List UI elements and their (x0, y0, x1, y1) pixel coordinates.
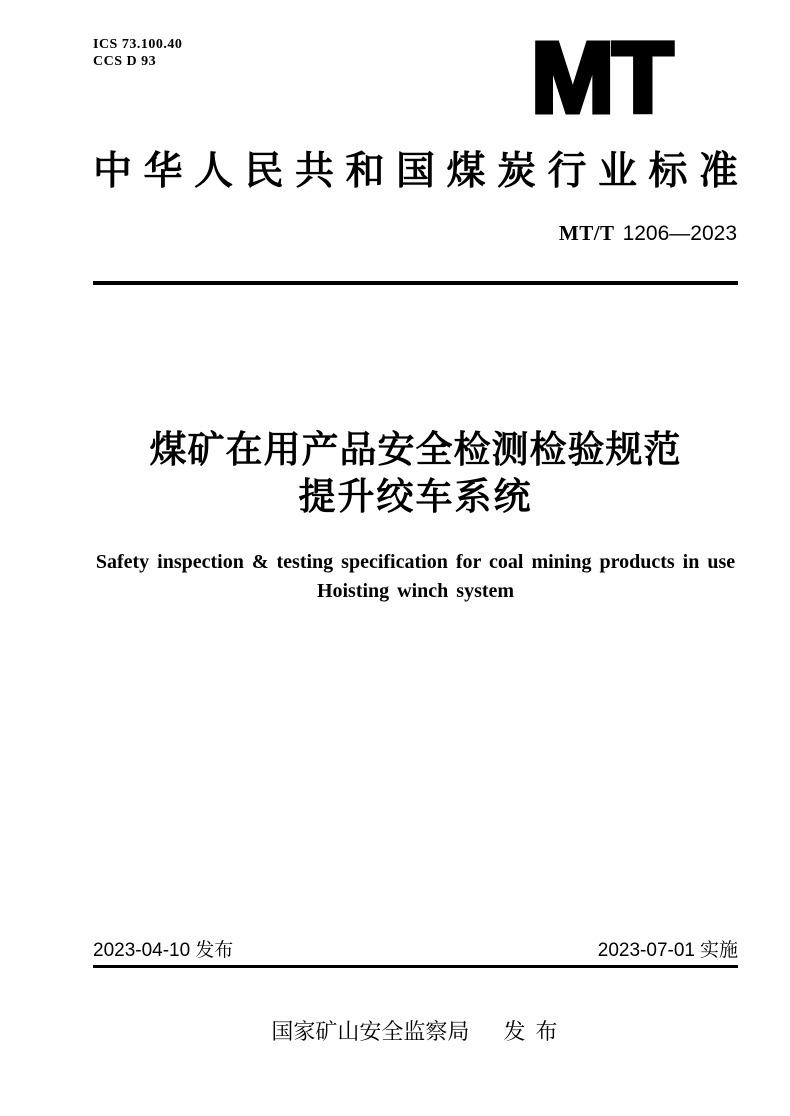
publisher-row (93, 1018, 738, 1045)
document-title-english-line1: Safety inspection & testing specification for coal mining products in use (95, 551, 736, 573)
implement-date-group (598, 939, 738, 963)
dates-row (93, 939, 738, 963)
ics-code: ICS 73.100.40 (93, 37, 183, 52)
publisher-name: 国家矿山安全监察局 (271, 1019, 470, 1044)
mt-standard-logo: MT (531, 22, 672, 134)
document-title-line2: 提升绞车系统 (298, 476, 533, 517)
implement-date: 2023-07-01 (597, 940, 695, 961)
standard-code-prefix: MT/T (558, 221, 615, 245)
standard-code-number: 1206—2023 (622, 222, 737, 245)
implement-label: 实施 (699, 940, 738, 961)
classification-codes (93, 36, 182, 70)
publish-action-label: 发 布 (503, 1019, 560, 1044)
issue-date: 2023-04-10 (93, 940, 191, 961)
ccs-code: CCS D 93 (93, 54, 157, 69)
document-title-english (63, 548, 768, 606)
document-title-line1: 煤矿在用产品安全检测检验规范 (149, 429, 682, 470)
document-title-english-line2: Hoisting winch system (316, 580, 515, 602)
header-divider-rule (93, 281, 738, 285)
issue-label: 发布 (195, 940, 234, 961)
standard-body-title: 中华人民共和国煤炭行业标准 (93, 150, 738, 193)
footer-divider-rule (93, 965, 738, 968)
standard-code (559, 220, 737, 247)
issue-date-group (93, 939, 233, 963)
